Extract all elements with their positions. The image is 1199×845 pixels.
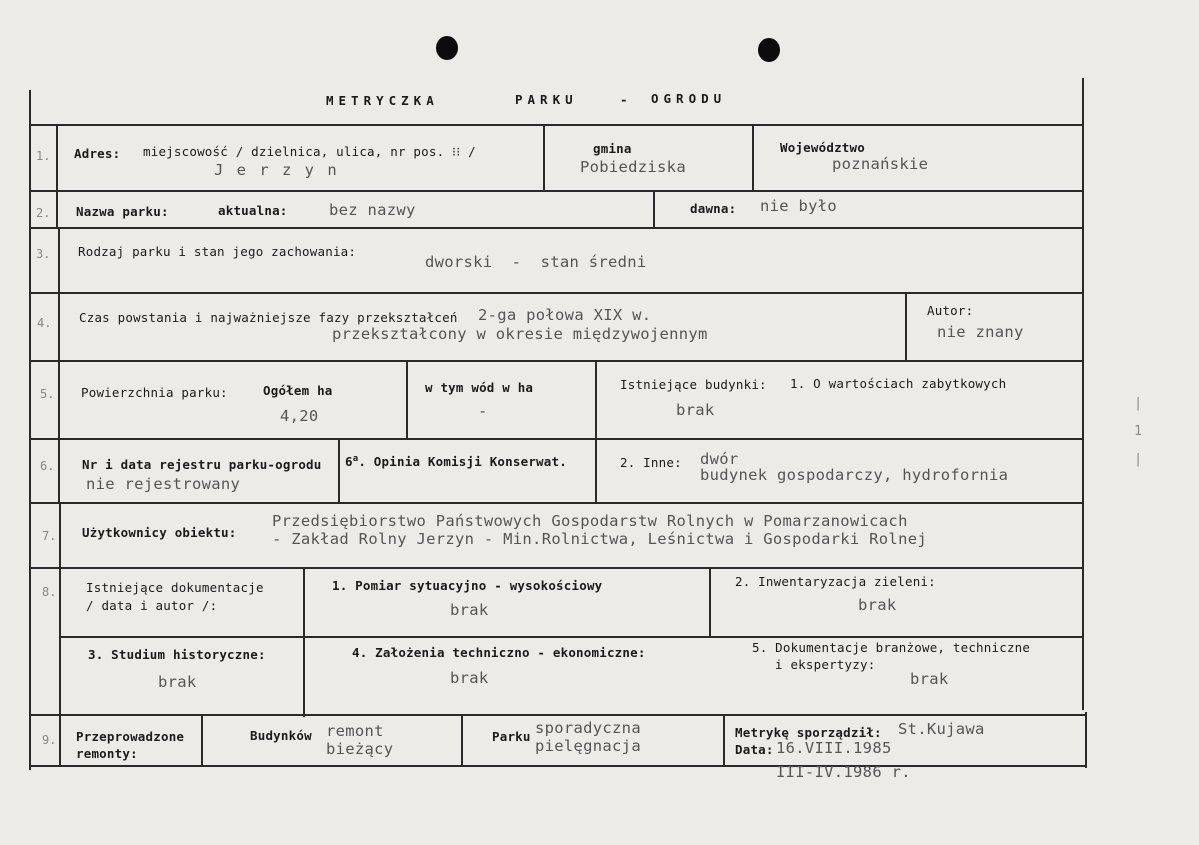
branch-documentation-label-1: 5. Dokumentacje branżowe, techniczne <box>752 640 1031 655</box>
gmina-label: gmina <box>593 141 632 156</box>
survey-value: brak <box>450 601 489 619</box>
buildings-repair-label: Budynków <box>250 728 312 743</box>
repairs-label-1: Przeprowadzone <box>76 729 185 744</box>
origin-value-2: przekształcony w okresie międzywojennym <box>332 325 708 343</box>
historical-study-label: 3. Studium historyczne: <box>88 647 266 662</box>
date-label: Data: <box>735 742 774 757</box>
park-type-value: dworski - stan średni <box>425 253 647 271</box>
register-value: nie rejestrowany <box>86 475 241 493</box>
buildings-repair-value-2: bieżący <box>326 740 394 758</box>
park-repair-label: Parku <box>492 729 531 744</box>
row-3-number: 3. <box>36 247 51 261</box>
row-7-number: 7. <box>42 529 57 543</box>
voivodeship-label: Województwo <box>780 140 865 155</box>
branch-documentation-value: brak <box>910 670 949 688</box>
repairs-label-2: remonty: <box>76 746 138 761</box>
address-label: Adres: <box>74 146 121 161</box>
voivodeship-value: poznańskie <box>832 155 929 173</box>
total-area-value: 4,20 <box>280 407 319 425</box>
row-6-number: 6. <box>40 459 55 473</box>
date-value-1: 16.VIII.1985 <box>776 739 892 757</box>
prepared-by-label: Metrykę sporządził: <box>735 725 882 740</box>
author-label: Autor: <box>927 303 974 318</box>
other-buildings-value-2: budynek gospodarczy, hydrofornia <box>700 466 1009 484</box>
title-metryczka: METRYCZKA <box>326 93 439 108</box>
punch-hole-left <box>436 36 458 60</box>
technical-assumptions-label: 4. Założenia techniczno - ekonomiczne: <box>352 645 646 660</box>
park-name-label: Nazwa parku: <box>76 204 169 219</box>
row-5-number: 5. <box>40 387 55 401</box>
water-area-value: - <box>478 402 488 420</box>
documentation-label-2: / data i autor /: <box>86 598 218 613</box>
historic-buildings-label: 1. O wartościach zabytkowych <box>790 376 1007 391</box>
row-9-number: 9. <box>42 733 57 747</box>
users-value-2: - Zakład Rolny Jerzyn - Min.Rolnictwa, Leśnictwa i Gospodarki Rolnej <box>272 530 927 548</box>
survey-label: 1. Pomiar sytuacyjno - wysokościowy <box>332 578 603 593</box>
users-label: Użytkownicy obiektu: <box>82 525 237 540</box>
greenery-inventory-label: 2. Inwentaryzacja zieleni: <box>735 574 936 589</box>
title-ogrodu: OGRODU <box>651 91 727 106</box>
area-label: Powierzchnia parku: <box>81 385 228 400</box>
documentation-label-1: Istniejące dokumentacje <box>86 580 264 595</box>
page-number: | 1 | <box>1134 396 1142 467</box>
other-buildings-value-1: dwór <box>700 450 739 468</box>
current-name-value: bez nazwy <box>329 201 416 219</box>
row-2-number: 2. <box>36 206 51 220</box>
technical-assumptions-value: brak <box>450 669 489 687</box>
users-value-1: Przedsiębiorstwo Państwowych Gospodarstw Rolnych w Pomarzanowicach <box>272 512 908 530</box>
title-parku: PARKU <box>515 92 578 107</box>
row-4-number: 4. <box>37 316 52 330</box>
origin-value-1: 2-ga połowa XIX w. <box>478 306 652 324</box>
branch-documentation-label-2: i ekspertyzy: <box>775 657 876 672</box>
author-value: nie znany <box>937 323 1024 341</box>
buildings-label: Istniejące budynki: <box>620 377 767 392</box>
historical-study-value: brak <box>158 673 197 691</box>
other-buildings-label: 2. Inne: <box>620 455 682 470</box>
greenery-inventory-value: brak <box>858 596 897 614</box>
former-name-label: dawna: <box>690 201 737 216</box>
buildings-repair-value-1: remont <box>326 722 384 740</box>
register-label: Nr i data rejestru parku-ogrodu <box>82 457 322 472</box>
punch-hole-right <box>758 38 780 62</box>
row-8-number: 8. <box>42 585 57 599</box>
gmina-value: Pobiedziska <box>580 158 686 176</box>
park-type-label: Rodzaj parku i stan jego zachowania: <box>78 244 357 259</box>
origin-label: Czas powstania i najważniejsze fazy przekształceń <box>79 310 458 325</box>
park-repair-value-2: pielęgnacja <box>535 737 641 755</box>
historic-buildings-value: brak <box>676 401 715 419</box>
total-area-label: Ogółem ha <box>263 383 333 398</box>
prepared-by-value: St.Kujawa <box>898 720 985 738</box>
former-name-value: nie było <box>760 197 838 215</box>
row-1-number: 1. <box>36 149 51 163</box>
water-area-label: w tym wód w ha <box>425 380 534 395</box>
park-repair-value-1: sporadyczna <box>535 719 641 737</box>
opinion-label: 6$^a$. Opinia Komisji Konserwat. <box>345 454 567 470</box>
date-value-2: III-IV.1986 r. <box>776 763 911 781</box>
address-sublabel: miejscowość / dzielnica, ulica, nr pos. ⁝⁝ / <box>143 144 476 159</box>
address-value: J e r z y n <box>214 161 339 179</box>
title-dash: - <box>620 92 633 107</box>
current-name-label: aktualna: <box>218 203 288 218</box>
